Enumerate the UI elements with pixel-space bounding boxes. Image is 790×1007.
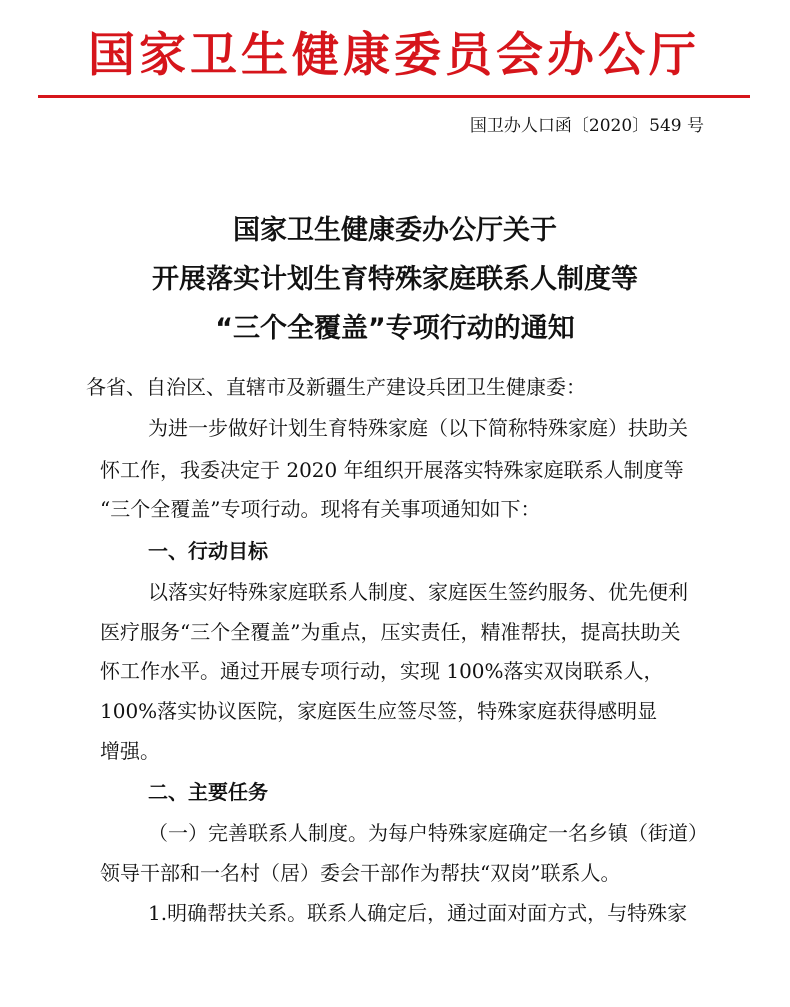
- document-number: 国卫办人口函〔2020〕549 号: [469, 116, 704, 136]
- title-line-2: 开展落实计划生育特殊家庭联系人制度等: [152, 264, 638, 295]
- intro-line-1: 为进一步做好计划生育特殊家庭（以下简称特殊家庭）扶助关: [148, 416, 688, 440]
- intro-line-3: “三个全覆盖”专项行动。现将有关事项通知如下：: [100, 497, 541, 521]
- section-2-item-1-line-1: （一）完善联系人制度。为每户特殊家庭确定一名乡镇（街道）: [148, 821, 708, 845]
- title-line-3: “三个全覆盖”专项行动的通知: [215, 313, 575, 344]
- section-2-heading: 二、主要任务: [148, 780, 268, 804]
- section-1-line-1: 以落实好特殊家庭联系人制度、家庭医生签约服务、优先便利: [148, 580, 688, 604]
- section-1-line-4: 100%落实协议医院，家庭医生应签尽签，特殊家庭获得感明显: [100, 699, 658, 723]
- intro-line-2: 怀工作，我委决定于 2020 年组织开展落实特殊家庭联系人制度等: [100, 458, 684, 482]
- section-1-line-2: 医疗服务“三个全覆盖”为重点，压实责任，精准帮扶，提高扶助关: [100, 620, 681, 644]
- section-2-item-1-1-line-1: 1.明确帮扶关系。联系人确定后，通过面对面方式，与特殊家: [148, 901, 688, 925]
- section-2-item-1-line-2: 领导干部和一名村（居）委会干部作为帮扶“双岗”联系人。: [100, 861, 621, 885]
- section-1-line-3: 怀工作水平。通过开展专项行动，实现 100%落实双岗联系人，: [100, 659, 664, 683]
- title-line-1: 国家卫生健康委办公厅关于: [233, 215, 557, 246]
- salutation: 各省、自治区、直辖市及新疆生产建设兵团卫生健康委：: [86, 375, 586, 399]
- agency-masthead: 国家卫生健康委员会办公厅: [88, 28, 700, 83]
- section-1-heading: 一、行动目标: [148, 539, 268, 563]
- section-1-line-5: 增强。: [100, 739, 160, 763]
- red-header-rule: [38, 95, 750, 98]
